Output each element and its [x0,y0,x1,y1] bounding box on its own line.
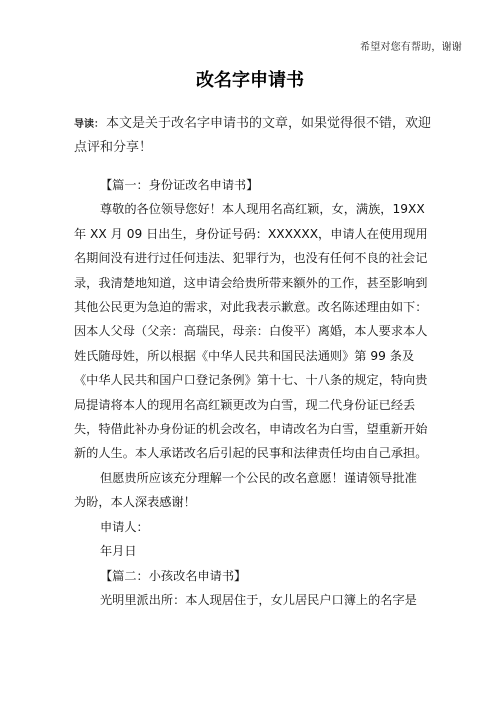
header-note: 希望对您有帮助，谢谢 [360,42,462,53]
section-1-paragraph-2: 但愿贵所应该充分理解一个公民的改名意愿！谨请领导批准为盼，本人深表感谢！ [74,470,417,510]
document-title: 改名字申请书 [196,70,304,91]
section-2-paragraph-1: 光明里派出所：本人现居住于，女儿居民户口簿上的名字是 [100,592,417,607]
date-label: 年月日 [100,544,137,559]
intro-block [74,112,434,159]
document-body [74,173,429,612]
section-heading-1: 【篇一：身份证改名申请书】 [100,178,259,192]
section-1-paragraph-1: 尊敬的各位领导您好！本人现用名高红颖，女，满族，19XX年 XX 月 09 日出生，身份证号码：XXXXXX，申请人在使用现用名期间没有进行过任何违法、犯罪行为，也没有任何不良的社会记录，我清楚地知道，这申请会给贵所带来额外的工作，甚至影响到其他公民更为急迫的需求，对此我表示歉意。改名陈述理由如下：因本人父母（父亲：高瑞民，母亲：白俊平）离婚，本人要求本人姓氏随母姓，所以根据《中华人民共和国民法通则》第 99 条及《中华人民共和国户口登记条例》第十七、十八条的规定，特向贵局提请将本人的现用名高红颖更改为白雪，现二代身份证已经丢失，特借此补办身份证的机会改名，申请改名为白雪，望重新开始新的人生。本人承诺改名后引起的民事和法律责任均由自己承担。 [74,202,428,461]
intro-label: 导读： [74,119,104,130]
intro-text: 本文是关于改名字申请书的文章，如果觉得很不错，欢迎点评和分享！ [74,116,432,155]
section-heading-2: 【篇二：小孩改名申请书】 [100,568,247,583]
applicant-label: 申请人： [100,519,149,534]
